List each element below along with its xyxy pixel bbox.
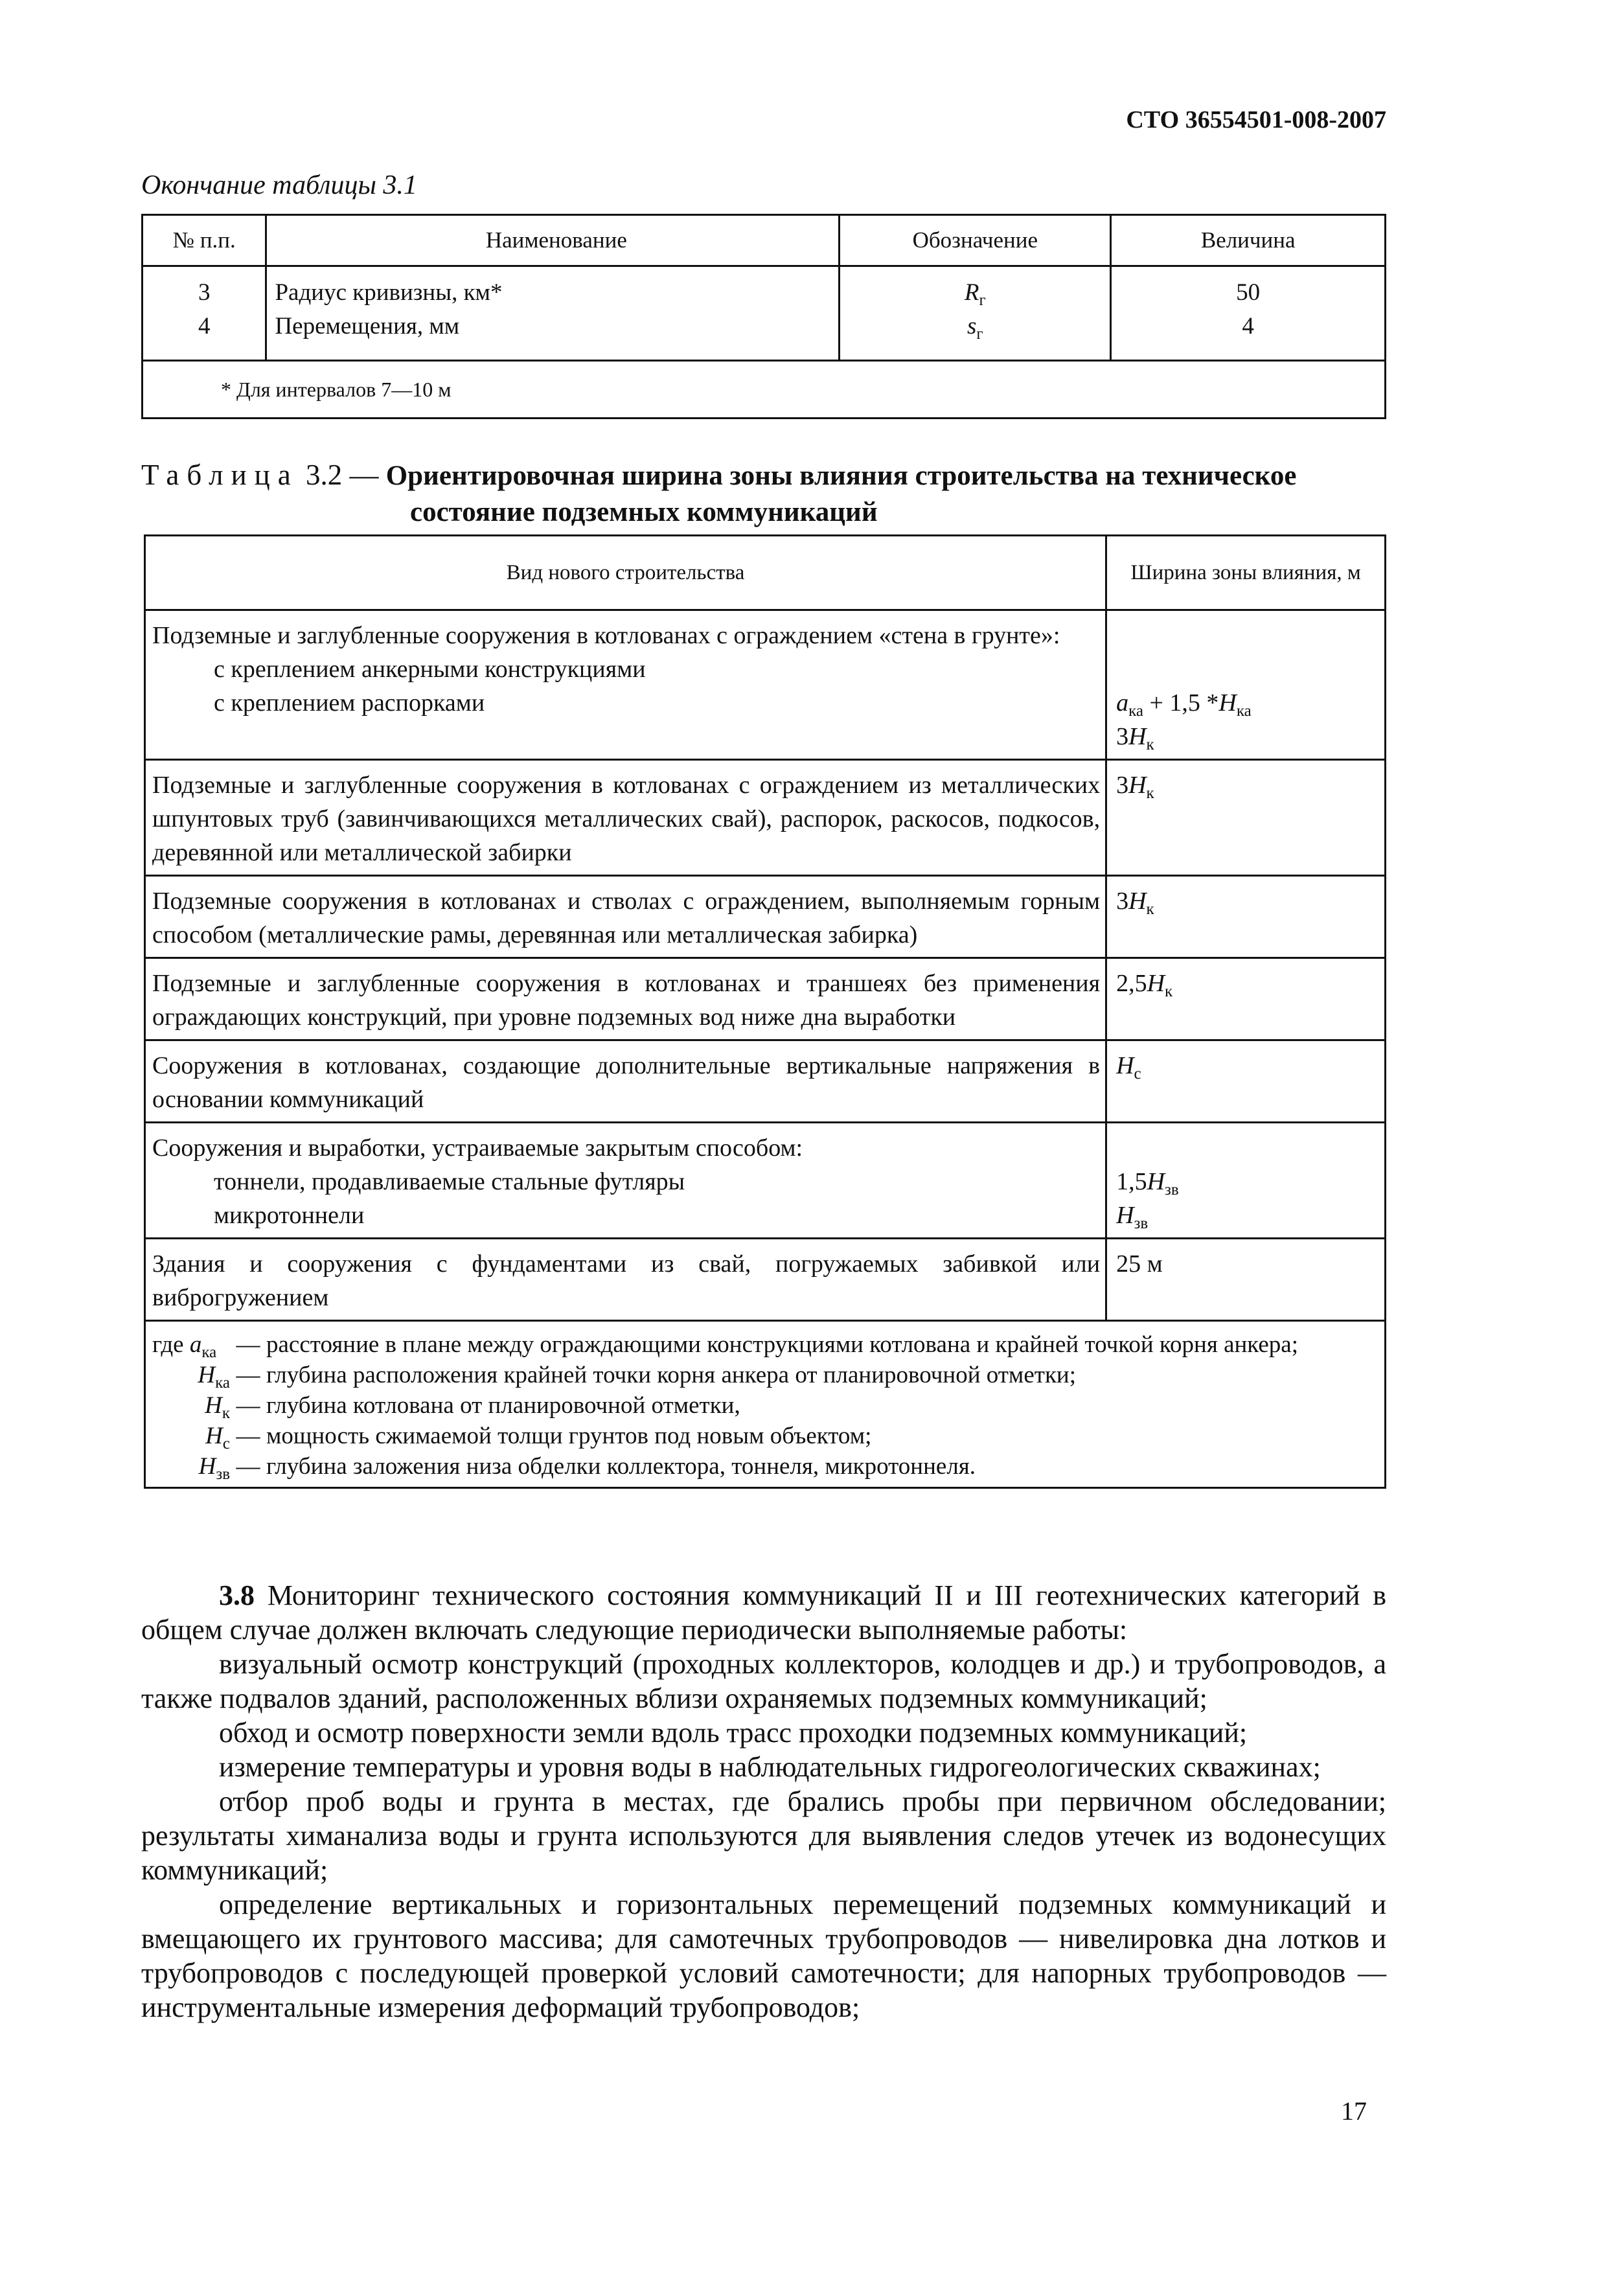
- column-header-symbol: Обозначение: [840, 215, 1111, 266]
- row-symbols: $R_г$ $s_г$: [840, 266, 1111, 361]
- column-header-value: Величина: [1111, 215, 1386, 266]
- paragraph: определение вертикальных и горизонтальных перемещений подземных коммуникаций и вмещающего их грунтового массива; для самотечных трубопроводов — нивелировка дна лотков и трубопроводов с последующей проверкой условий самотечности; для напорных трубопроводов — инструментальные измерения деформаций трубопроводов;: [141, 1888, 1386, 2023]
- section-3-8-text: [141, 1578, 1386, 2025]
- table-footnote: * Для интервалов 7—10 м: [143, 361, 1386, 419]
- paragraph: обход и осмотр поверхности земли вдоль трасс проходки подземных коммуникаций;: [219, 1717, 1248, 1749]
- table-3-1-caption: Окончание таблицы 3.1: [141, 170, 417, 200]
- column-header-num: № п.п.: [143, 215, 266, 266]
- column-header-construction-type: Вид нового строительства: [145, 536, 1106, 610]
- document-code: СТО 36554501-008-2007: [1126, 106, 1386, 133]
- table-row: Подземные сооружения в котлованах и стволах с ограждением, выполняемым горным способом (металлические рамы, деревянная или металлическая забирка) $3H_к$: [145, 876, 1386, 958]
- row-names: Радиус кривизны, км* Перемещения, мм: [266, 266, 840, 361]
- row-numbers: 3 4: [143, 266, 266, 361]
- table-header-row: [143, 215, 1386, 266]
- table-row: Подземные и заглубленные сооружения в котлованах и траншеях без применения ограждающих конструкций, при уровне подземных вод ниже дна выработки $2,5H_к$: [145, 958, 1386, 1040]
- paragraph: измерение температуры и уровня воды в наблюдательных гидрогеологических скважинах;: [219, 1751, 1321, 1783]
- page-number: 17: [1341, 2096, 1367, 2126]
- table-row: Подземные и заглубленные сооружения в котлованах с ограждением из металлических шпунтовых труб (завинчивающихся металлических свай), распорок, раскосов, подкосов, деревянной или металлической забирки $3H_к$: [145, 760, 1386, 876]
- paragraph: 3.8 Мониторинг технического состояния коммуникаций II и III геотехнических категорий в общем случае должен включать следующие периодически выполняемые работы:: [141, 1579, 1386, 1646]
- column-header-name: Наименование: [266, 215, 840, 266]
- table-header-row: [145, 536, 1386, 610]
- table-row: Подземные и заглубленные сооружения в котлованах с ограждением «стена в грунте»: с креплением анкерными конструкциями с креплением распорками $a_{ка} + 1,5$ $*H_{ка}$ $3H_к$: [145, 610, 1386, 760]
- table-3-2: [144, 534, 1386, 1489]
- table-row: Сооружения и выработки, устраиваемые закрытым способом: тоннели, продавливаемые стальные футляры микротоннели $1,5H_{зв}$ $H_{зв}$: [145, 1123, 1386, 1239]
- table-row: Сооружения в котлованах, создающие дополнительные вертикальные напряжения в основании коммуникаций $H_с$: [145, 1040, 1386, 1123]
- column-header-zone-width: Ширина зоны влияния, м: [1106, 536, 1386, 610]
- table-3-1: [141, 214, 1386, 419]
- table-footnote-row: [143, 361, 1386, 419]
- paragraph: визуальный осмотр конструкций (проходных коллекторов, колодцев и др.) и трубопроводов, а также подвалов зданий, расположенных вблизи охраняемых подземных коммуникаций;: [141, 1648, 1386, 1714]
- table-3-2-title: Таблица 3.2 — Ориентировочная ширина зоны влияния строительства на техническое состояние подземных коммуникаций: [141, 459, 1297, 527]
- table-row: [143, 266, 1386, 361]
- table-legend-row: [145, 1321, 1386, 1488]
- table-legend: где $a_{ка}$ — расстояние в плане между ограждающими конструкциями котлована и крайней точкой корня анкера; $H_{ка}$ — глубина расположения крайней точки корня анкера от планировочной отметки; $H_к$ — глубина котлована от планировочной отметки, $H_с$ — мощность сжимаемой толщи грунтов под новым объектом; $H_{зв}$ — глубина заложения низа обделки коллектора, тоннеля, микротоннеля.: [145, 1321, 1386, 1488]
- row-values: 50 4: [1111, 266, 1386, 361]
- paragraph: отбор проб воды и грунта в местах, где брались пробы при первичном обследовании; результаты химанализа воды и грунта используются для выявления следов утечек из водонесущих коммуникаций;: [141, 1785, 1386, 1886]
- table-row: Здания и сооружения с фундаментами из свай, погружаемых забивкой или виброгружением 25 м: [145, 1239, 1386, 1321]
